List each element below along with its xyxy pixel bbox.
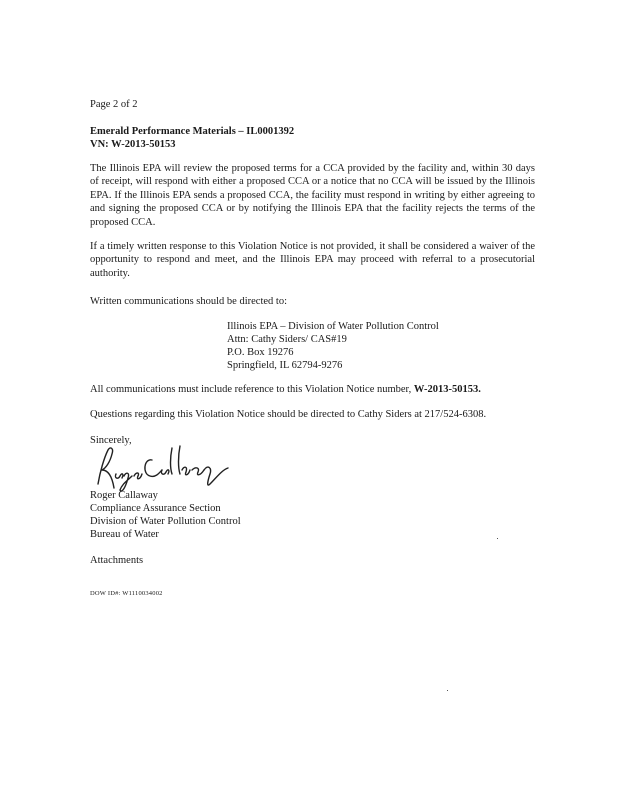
questions-sentence: Questions regarding this Violation Notice should be directed to Cathy Siders at 217/524-6308.	[90, 409, 487, 420]
handwritten-signature	[92, 440, 242, 496]
signatory-title-division: Division of Water Pollution Control	[90, 516, 241, 527]
scan-speck	[497, 538, 498, 539]
address-line-2: Attn: Cathy Siders/ CAS#19	[227, 334, 347, 345]
address-line-3: P.O. Box 19276	[227, 347, 294, 358]
paragraph-written-communications: Written communications should be directed to:	[90, 296, 287, 307]
violation-notice-heading: VN: W-2013-50153	[90, 139, 176, 150]
scan-speck	[447, 690, 448, 691]
company-heading: Emerald Performance Materials – IL0001392	[90, 126, 295, 137]
closing-salutation: Sincerely,	[90, 435, 132, 446]
paragraph-timely-response: If a timely written response to this Violation Notice is not provided, it shall be considered a waiver of the opportunity to respond and meet, and the Illinois EPA may proceed with referral to a prosecutorial authority.	[90, 241, 535, 279]
footer-id-code: DOW ID#: W1110034002	[90, 590, 163, 597]
signatory-title-bureau: Bureau of Water	[90, 529, 159, 540]
reference-number: W-2013-50153.	[413, 384, 481, 395]
page-number: Page 2 of 2	[90, 99, 138, 110]
reference-sentence	[90, 383, 481, 396]
paragraph-review-terms: The Illinois EPA will review the proposed terms for a CCA provided by the facility and, within 30 days of receipt, will respond with either a proposed CCA or a notice that no CCA will be issued by the Illinois EPA. If the Illinois EPA sends a proposed CCA, the facility must respond in writing by either agreeing to and signing the proposed CCA or by notifying the Illinois EPA that the facility rejects the terms of the proposed CCA.	[90, 163, 535, 228]
reference-prefix: All communications must include reference to this Violation Notice number,	[90, 384, 414, 395]
address-line-1: Illinois EPA – Division of Water Pollution Control	[227, 321, 439, 332]
signatory-name: Roger Callaway	[90, 490, 158, 501]
signatory-title-section: Compliance Assurance Section	[90, 503, 221, 514]
attachments-label: Attachments	[90, 555, 144, 566]
address-line-4: Springfield, IL 62794-9276	[227, 360, 343, 371]
